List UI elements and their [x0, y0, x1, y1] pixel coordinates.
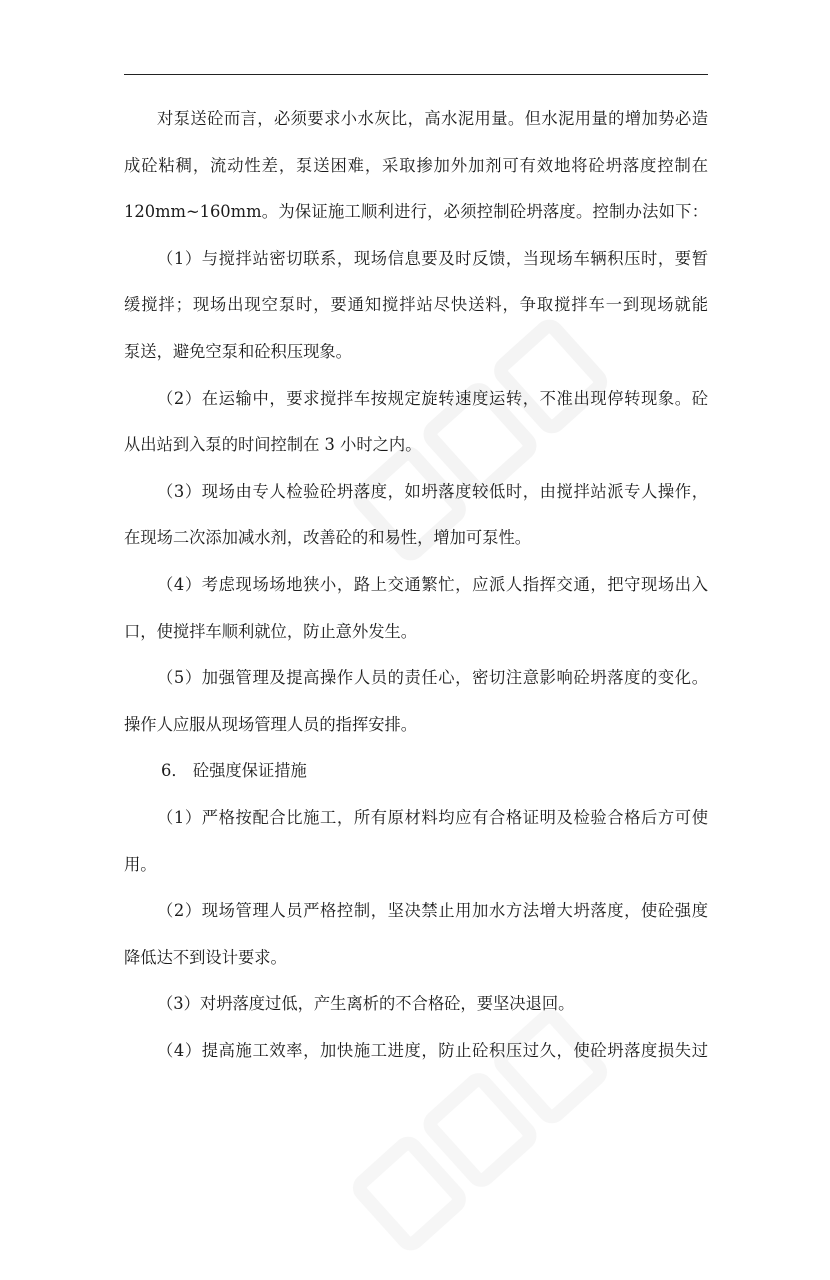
header-rule: [124, 74, 708, 75]
body-line: 在现场二次添加减水剂，改善砼的和易性，增加可泵性。: [124, 528, 532, 548]
body-line: （3）对坍落度过低，产生离析的不合格砼，要坚决退回。: [157, 994, 575, 1014]
body-line: （2）现场管理人员严格控制，坚决禁止用加水方法增大坍落度，使砼强度: [157, 901, 708, 921]
document-body: [124, 96, 708, 1074]
body-line: 从出站到入泵的时间控制在 3 小时之内。: [124, 435, 422, 455]
body-line: 泵送，避免空泵和砼积压现象。: [124, 341, 352, 361]
body-line: （1）与搅拌站密切联系，现场信息要及时反馈，当现场车辆积压时，要暂: [157, 248, 708, 268]
body-line: （1）严格按配合比施工，所有原材料均应有合格证明及检验合格后方可使: [157, 807, 708, 827]
body-line: 对泵送砼而言，必须要求小水灰比，高水泥用量。但水泥用量的增加势必造: [157, 109, 708, 128]
body-line: （3）现场由专人检验砼坍落度，如坍落度较低时，由搅拌站派专人操作，: [157, 481, 708, 501]
body-line: 缓搅拌；现场出现空泵时，要通知搅拌站尽快送料，争取搅拌车一到现场就能: [124, 295, 708, 315]
body-line: 120mm~160mm。为保证施工顺利进行，必须控制砼坍落度。控制办法如下：: [124, 202, 708, 222]
body-line: （4）考虑现场场地狭小，路上交通繁忙，应派人指挥交通，把守现场出入: [157, 574, 708, 594]
body-line: 口，使搅拌车顺利就位，防止意外发生。: [124, 621, 418, 641]
body-line: 成砼粘稠，流动性差，泵送困难，采取掺加外加剂可有效地将砼坍落度控制在: [124, 155, 708, 175]
body-line: 用。: [124, 854, 157, 874]
body-line: （4）提高施工效率，加快施工进度，防止砼积压过久，使砼坍落度损失过: [157, 1040, 708, 1060]
section-heading: 6． 砼强度保证措施: [161, 761, 307, 781]
body-line: （5）加强管理及提高操作人员的责任心，密切注意影响砼坍落度的变化。: [157, 668, 708, 688]
body-line: 降低达不到设计要求。: [124, 947, 287, 967]
body-line: （2）在运输中，要求搅拌车按规定旋转速度运转，不准出现停转现象。砼: [157, 388, 708, 408]
body-line: 操作人应服从现场管理人员的指挥安排。: [124, 714, 418, 734]
